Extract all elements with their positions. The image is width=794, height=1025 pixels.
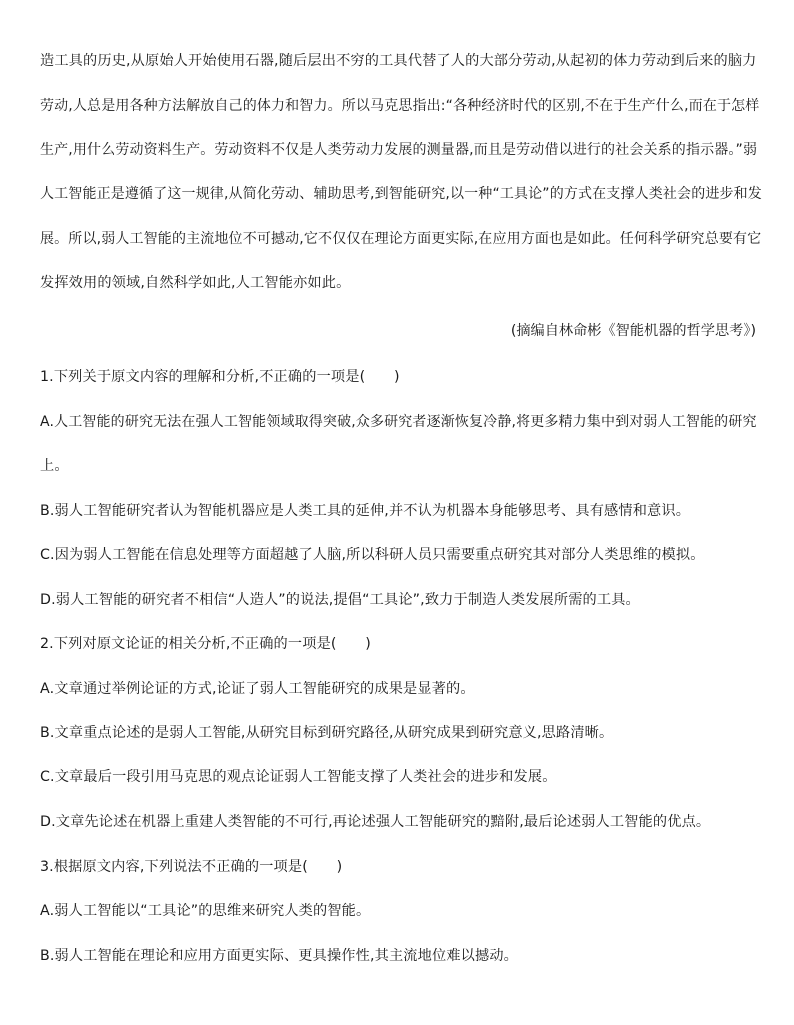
option-text: B.弱人工智能在理论和应用方面更实际、更具操作性,其主流地位难以撼动。 (40, 948, 519, 964)
question-stem: 3.根据原文内容,下列说法不正确的一项是( ) (40, 859, 343, 875)
source-citation: (摘编自林命彬《智能机器的哲学思考》) (510, 323, 756, 339)
passage-line: 展。所以,弱人工智能的主流地位不可撼动,它不仅仅在理论方面更实际,在应用方面也是如此。任何科学研究总要有它 (40, 231, 762, 247)
question-stem: 2.下列对原文论证的相关分析,不正确的一项是( ) (40, 636, 371, 652)
passage-line: 发挥效用的领域,自然科学如此,人工智能亦如此。 (40, 275, 351, 291)
option-text: A.人工智能的研究无法在强人工智能领域取得突破,众多研究者逐渐恢复冷静,将更多精力集中到对弱人工智能的研究 (40, 414, 757, 430)
option-text: 上。 (40, 458, 69, 474)
question-stem: 1.下列关于原文内容的理解和分析,不正确的一项是( ) (40, 369, 400, 385)
passage-line: 造工具的历史,从原始人开始使用石器,随后层出不穷的工具代替了人的大部分劳动,从起初的体力劳动到后来的脑力 (40, 53, 757, 69)
passage-line: 劳动,人总是用各种方法解放自己的体力和智力。所以马克思指出:“各种经济时代的区别,不在于生产什么,而在于怎样 (40, 98, 760, 114)
option-text: D.文章先论述在机器上重建人类智能的不可行,再论述强人工智能研究的黯附,最后论述弱人工智能的优点。 (40, 814, 711, 830)
option-text: D.弱人工智能的研究者不相信“人造人”的说法,提倡“工具论”,致力于制造人类发展所需的工具。 (40, 592, 640, 608)
passage-line: 生产,用什么劳动资料生产。劳动资料不仅是人类劳动力发展的测量器,而且是劳动借以进行的社会关系的指示器。”弱 (40, 142, 758, 158)
option-text: A.文章通过举例论证的方式,论证了弱人工智能研究的成果是显著的。 (40, 681, 475, 697)
option-text: B.弱人工智能研究者认为智能机器应是人类工具的延伸,并不认为机器本身能够思考、具有感情和意识。 (40, 503, 691, 519)
option-text: C.因为弱人工智能在信息处理等方面超越了人脑,所以科研人员只需要重点研究其对部分人类思维的模拟。 (40, 547, 705, 563)
option-text: C.文章最后一段引用马克思的观点论证弱人工智能支撑了人类社会的进步和发展。 (40, 769, 557, 785)
passage-line: 人工智能正是遵循了这一规律,从简化劳动、辅助思考,到智能研究,以一种“工具论”的方式在支撑人类社会的进步和发 (40, 186, 762, 202)
option-text: A.弱人工智能以“工具论”的思维来研究人类的智能。 (40, 903, 371, 919)
option-text: B.文章重点论述的是弱人工智能,从研究目标到研究路径,从研究成果到研究意义,思路清晰。 (40, 725, 614, 741)
